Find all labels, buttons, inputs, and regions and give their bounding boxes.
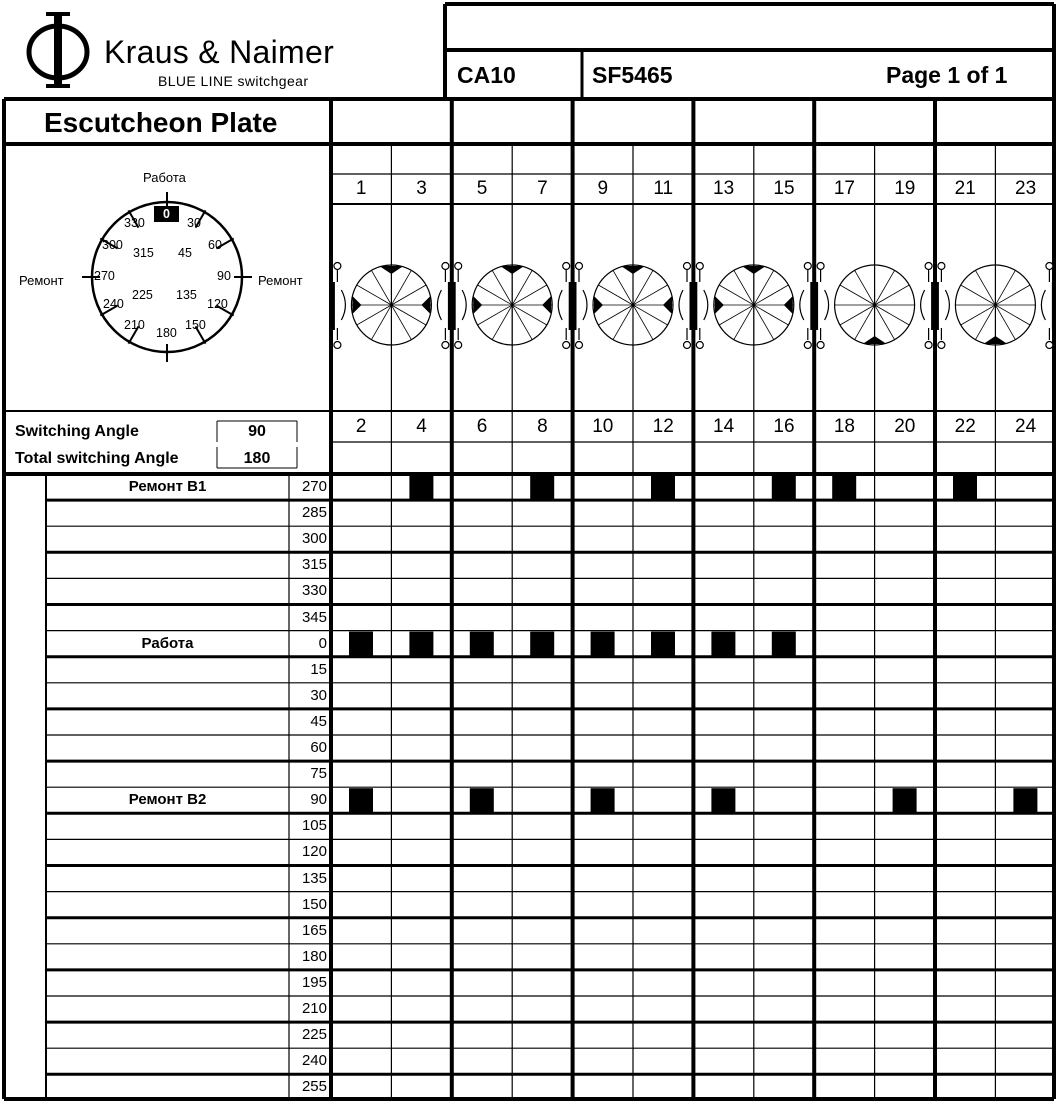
cam-notch: [542, 296, 551, 314]
terminal-top: 5: [476, 178, 488, 199]
cam-notch: [742, 266, 766, 274]
cam-notch: [421, 296, 430, 314]
terminal-pin: [684, 263, 691, 270]
position-angle: 165: [301, 921, 327, 939]
terminal-bottom: 18: [833, 416, 855, 437]
page-indicator: Page 1 of 1: [886, 62, 1008, 88]
terminal-pin: [563, 342, 570, 349]
cam-stage: [937, 263, 1053, 349]
cam-notch: [983, 336, 1007, 344]
terminal-pin: [938, 263, 945, 270]
terminal-pin: [1046, 342, 1053, 349]
position-label: Работа: [141, 634, 194, 652]
terminal-top: 1: [355, 178, 367, 199]
contact-closed-mark: [651, 475, 675, 499]
position-angle: 105: [301, 817, 327, 835]
contact-closed-mark: [711, 632, 735, 656]
position-angle: 0: [318, 634, 327, 652]
terminal-top: 9: [597, 178, 609, 199]
total-switching-angle-value: 180: [243, 450, 271, 467]
position-angle: 150: [301, 895, 327, 913]
terminal-bottom: 12: [652, 416, 674, 437]
terminal-top: 21: [954, 178, 976, 199]
position-angle: 240: [301, 1052, 327, 1070]
terminal-bottom: 10: [592, 416, 614, 437]
cam-stage: [817, 263, 933, 349]
contact-closed-mark: [349, 632, 373, 656]
terminal-pin: [804, 342, 811, 349]
cam-notch: [594, 296, 603, 314]
terminal-pin: [925, 263, 932, 270]
cam-notch: [473, 296, 482, 314]
brand-logo: [29, 12, 87, 88]
terminal-bottom: 22: [954, 416, 976, 437]
cam-stage: [696, 263, 812, 349]
contact-spring: [341, 290, 345, 320]
terminal-pin: [334, 342, 341, 349]
contact-closed-mark: [651, 632, 675, 656]
position-angle: 75: [310, 765, 327, 783]
position-angle: 120: [301, 843, 327, 861]
terminal-top: 13: [713, 178, 735, 199]
dial-number: 135: [176, 288, 197, 302]
position-angle: 225: [301, 1026, 327, 1044]
contact-spring: [583, 290, 587, 320]
contact-closed-mark: [953, 475, 977, 499]
contact-spring: [1041, 290, 1045, 320]
cam-notch: [715, 296, 724, 314]
position-label: Ремонт B1: [128, 478, 207, 495]
terminal-top: 11: [653, 178, 674, 199]
dial-number: 225: [132, 288, 153, 302]
terminal-pin: [938, 342, 945, 349]
total-switching-angle-label: Total switching Angle: [15, 450, 179, 467]
contact-closed-mark: [832, 475, 856, 499]
terminal-top: 3: [416, 178, 427, 199]
terminal-pin: [804, 263, 811, 270]
dial-number: 90: [217, 269, 231, 283]
terminal-pin: [563, 263, 570, 270]
contact-closed-mark: [772, 475, 796, 499]
terminal-top: 15: [773, 178, 795, 199]
terminal-pin: [442, 263, 449, 270]
terminal-pin: [334, 263, 341, 270]
contact-spring: [558, 290, 562, 320]
position-angle: 60: [310, 739, 327, 756]
part-number: SF5465: [592, 62, 673, 88]
terminal-pin: [576, 263, 583, 270]
contact-spring: [437, 290, 441, 320]
dial-number: 330: [124, 216, 145, 230]
contact-spring: [825, 290, 829, 320]
contact-closed-mark: [530, 475, 554, 499]
dial-left-label: Ремонт: [19, 273, 64, 288]
cam-stage: [454, 263, 570, 349]
contact-closed-mark: [893, 788, 917, 812]
series-code: CA10: [457, 62, 516, 88]
position-angle: 315: [301, 556, 327, 574]
position-angle: 195: [301, 973, 327, 991]
switching-angle-value: 90: [248, 423, 266, 440]
dial-number: 315: [133, 246, 154, 260]
position-angle: 180: [301, 947, 327, 965]
contact-closed-mark: [349, 788, 373, 812]
contact-spring: [679, 290, 683, 320]
brand-name: Kraus & Naimer: [104, 34, 335, 70]
position-angle: 270: [301, 478, 327, 495]
terminal-pin: [696, 263, 703, 270]
dial-number: 270: [94, 269, 115, 283]
terminal-top: 19: [894, 178, 916, 199]
contact-closed-mark: [470, 788, 494, 812]
contact-spring: [945, 290, 949, 320]
contact-closed-mark: [711, 788, 735, 812]
contact-spring: [704, 290, 708, 320]
terminal-bottom: 16: [773, 416, 795, 437]
contact-closed-mark: [1013, 788, 1037, 812]
terminal-pin: [925, 342, 932, 349]
position-angle: 45: [310, 712, 327, 730]
position-angle: 345: [301, 608, 327, 626]
terminal-pin: [817, 342, 824, 349]
position-angle: 135: [301, 869, 327, 887]
dial-number: 240: [103, 297, 124, 311]
terminal-top: 7: [537, 178, 548, 199]
cam-notch: [379, 266, 403, 274]
cam-stage: [575, 263, 691, 349]
terminal-bottom: 4: [416, 416, 427, 437]
position-angle: 210: [301, 1000, 327, 1017]
terminal-pin: [684, 342, 691, 349]
dial-right-label: Ремонт: [258, 273, 303, 288]
terminal-pin: [696, 342, 703, 349]
cam-notch: [863, 336, 887, 344]
escutcheon-title: Escutcheon Plate: [44, 107, 278, 138]
contact-spring: [921, 290, 925, 320]
position-angle: 330: [301, 582, 327, 600]
position-label: Ремонт B2: [128, 791, 207, 809]
terminal-bottom: 8: [537, 416, 548, 437]
cam-notch: [500, 266, 524, 274]
cam-notch: [352, 296, 361, 314]
terminal-top: 23: [1015, 178, 1037, 199]
dial-number: 210: [124, 318, 145, 332]
dial-active-position: 0: [154, 206, 179, 222]
contact-spring: [800, 290, 804, 320]
terminal-bottom: 2: [355, 416, 367, 437]
terminal-pin: [576, 342, 583, 349]
dial-number: 120: [207, 297, 228, 311]
contact-closed-mark: [470, 632, 494, 656]
terminal-pin: [455, 342, 462, 349]
contact-closed-mark: [530, 632, 554, 656]
cam-stage: [333, 263, 449, 349]
terminal-pin: [442, 342, 449, 349]
switching-angle-label: Switching Angle: [15, 423, 139, 440]
contact-spring: [462, 290, 466, 320]
contact-closed-mark: [591, 632, 615, 656]
position-angle: 255: [301, 1078, 327, 1096]
terminal-pin: [1046, 263, 1053, 270]
dial-number: 150: [185, 318, 206, 332]
brand-tagline: BLUE LINE switchgear: [158, 73, 309, 89]
terminal-pin: [817, 263, 824, 270]
terminal-bottom: 20: [894, 416, 916, 437]
cam-notch: [663, 296, 672, 314]
contact-closed-mark: [409, 632, 433, 656]
terminal-bottom: 24: [1015, 416, 1037, 437]
contact-closed-mark: [591, 788, 615, 812]
dial-number: 30: [187, 216, 201, 230]
dial-number: 180: [156, 326, 177, 340]
contact-closed-mark: [772, 632, 796, 656]
terminal-top: 17: [833, 178, 855, 199]
dial-number: 45: [178, 246, 192, 260]
terminal-bottom: 14: [713, 416, 735, 437]
cam-notch: [621, 266, 645, 274]
contact-closed-mark: [409, 475, 433, 499]
dial-number: 60: [208, 238, 222, 252]
position-angle: 90: [310, 791, 327, 809]
cam-notch: [784, 296, 793, 314]
position-angle: 285: [301, 504, 327, 522]
terminal-bottom: 6: [476, 416, 488, 437]
dial-top-label: Работа: [143, 170, 186, 185]
position-angle: 300: [301, 530, 327, 548]
position-angle: 30: [310, 686, 327, 704]
position-angle: 15: [310, 660, 327, 678]
dial-number: 300: [102, 238, 123, 252]
terminal-pin: [455, 263, 462, 270]
